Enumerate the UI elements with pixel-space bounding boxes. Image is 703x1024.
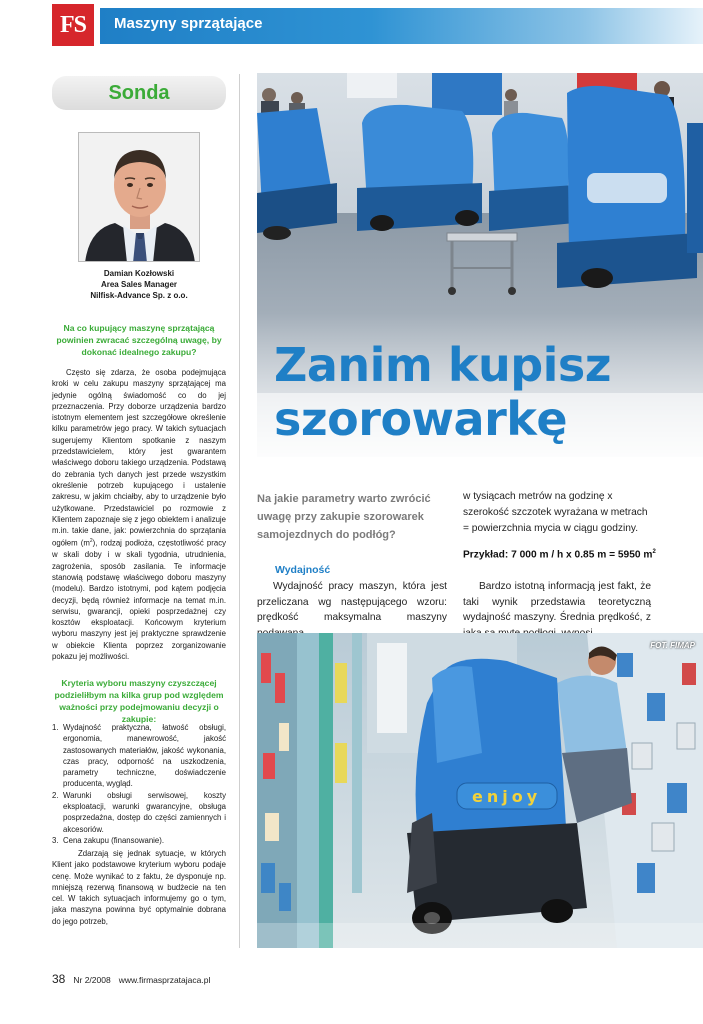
page-footer: [52, 972, 210, 986]
criteria-item: [52, 722, 226, 790]
sonda-box: [52, 76, 226, 110]
interview-question: Na co kupujący maszynę sprzątającą powinien zwracać szczególną uwagę, by dokonać idealnego zakupu?: [56, 323, 222, 357]
column-divider: [239, 74, 240, 948]
body-text-left: [257, 579, 447, 641]
section-title: Maszyny sprzątające: [114, 15, 263, 32]
example-formula: [463, 549, 663, 560]
criteria-item: [52, 790, 226, 835]
issue-number: Nr 2/2008: [73, 975, 111, 985]
person-role: Area Sales Manager: [100, 280, 178, 289]
example-text: Przykład: 7 000 m / h x 0.85 m = 5950 m: [463, 549, 653, 561]
criteria-number: 3.: [52, 835, 59, 845]
interview-answer: [52, 367, 226, 662]
body-text-right-1: w tysiącach metrów na godzinę x szerokość szczotek wyrażana w metrach = powierzchnia mycia w ciągu godziny.: [463, 491, 648, 534]
person-name: Damian Kozłowski: [103, 269, 175, 278]
section-header-bar: [100, 8, 703, 44]
body-text-right-2: [463, 579, 651, 641]
criteria-text: Warunki obsługi serwisowej, koszty eksploatacji, warunki gwarancyjne, obsługa posprzedażna, dostęp do części zamiennych i akcesoriów.: [63, 790, 226, 834]
headline-line-2: szorowarkę: [274, 392, 568, 446]
photo-credit: FOT. FIMAP: [650, 641, 695, 650]
body-left-content: Wydajność pracy maszyn, która jest przeliczana wg następującego wzoru: prędkość maksymalna maszyny: [257, 581, 447, 623]
website-url: www.firmasprzatajaca.pl: [118, 975, 211, 985]
criteria-number: 1.: [52, 723, 59, 732]
criteria-text: Wydajność praktyczna, łatwość obsługi, ergonomia, manewrowość, jakość zastosowanych materiałów, jakość wykonania, czas pracy, odporność na uszkodzenia, parametry techniczne, doświadczenie producenta, wygląd.: [63, 723, 226, 789]
body-right-content: Bardzo istotną informacją jest fakt, że taki wynik przedstawia teoretyczną wydajność maszyny. Średnia prędkość, z: [463, 581, 651, 623]
person-credentials: [52, 268, 226, 301]
article-headline: [274, 338, 694, 446]
answer-part-2: ), rodzaj podłoża, częstotliwość pracy w skali doby i w skali tygodnia, utrudnienia, zagrożenia, sposób zasilania. Te informacje stanowią podstawę właściwego doboru maszyny (modelu). Bardzo istotnymi, pod kątem podjęcia decyzji, będą również informacje na temat m.in. serwisu, gwarancji, opieki posprzedażnej czy kosztów eksploatacji. Końcowym kryterium wyboru maszyny jest jej praktyczne sprawdzenie w obiekcie Klienta poprzez zorganizowanie pokazu jej możliwości.: [52, 539, 226, 662]
article-lead: Na jakie parametry warto zwrócić uwagę przy zakupie szorowarek samojezdnych do podłóg?: [257, 493, 431, 541]
person-company: Nilfisk-Advance Sp. z o.o.: [90, 291, 188, 300]
fs-logo: FS: [52, 4, 94, 46]
bottom-photo-store: [257, 633, 703, 948]
answer-part-1: Często się zdarza, że osoba podejmująca kroki w celu zakupu maszyny sprzątającej ma jedynie ogólną świadomość co do jej przeznaczenia. Przy doborze urządzenia bardzo istotnym elementem jest szczegółowe określenie kilku parametrów jego pracy. W takich sytuacjach sugerujemy Klientom spotkanie z naszym przedstawicielem, który jest gwarantem właściwego doboru takiego urządzenia. Podstawą do zebrania tych danych jest przede wszystkim określenie potrzeb kupującego i ustalenie zakresu, w jakim chciałby, aby to urządzenie było użytkowane. Przedstawiciel po rozmowie z Klientem zapoznaje się z jego obiektem i analizuje m.in. takie dane, jak: powierzchnia do sprzątania ogółem (m: [52, 368, 226, 549]
portrait-photo: [79, 133, 200, 262]
criteria-question: Kryteria wyboru maszyny czyszczącej podzieliłbym na kilka grup pod względem ważności przy podejmowaniu decyzji o zakupie:: [54, 678, 224, 724]
interview-tail-text: [52, 848, 226, 927]
store-illustration: [257, 633, 703, 948]
criteria-list: [52, 722, 226, 846]
machine-badge: enjoy: [472, 787, 542, 806]
criteria-text: Cena zakupu (finansowanie).: [63, 835, 164, 845]
sonda-title: Sonda: [108, 81, 170, 104]
criteria-item: [52, 835, 226, 846]
answer-superscript: 2: [89, 538, 93, 545]
subheading-wydajnosc: Wydajność: [275, 564, 331, 576]
headline-line-1: Zanim kupisz: [274, 338, 612, 392]
person-portrait: [78, 132, 200, 262]
tail-text-content: Zdarzają się jednak sytuacje, w których Klient jako podstawowe kryterium wyboru podaje cenę. Może wynikać to z faktu, że dysponuje np. mniejszą rezerwą finansową w budżecie na ten cel. W takich sytuacjach informujemy go o tym, jaka maszyna powinna być optymalnie dobrana do jego potrzeb,: [52, 849, 226, 926]
example-superscript: 2: [652, 549, 656, 555]
criteria-number: 2.: [52, 790, 59, 800]
page-number: 38: [52, 972, 66, 986]
